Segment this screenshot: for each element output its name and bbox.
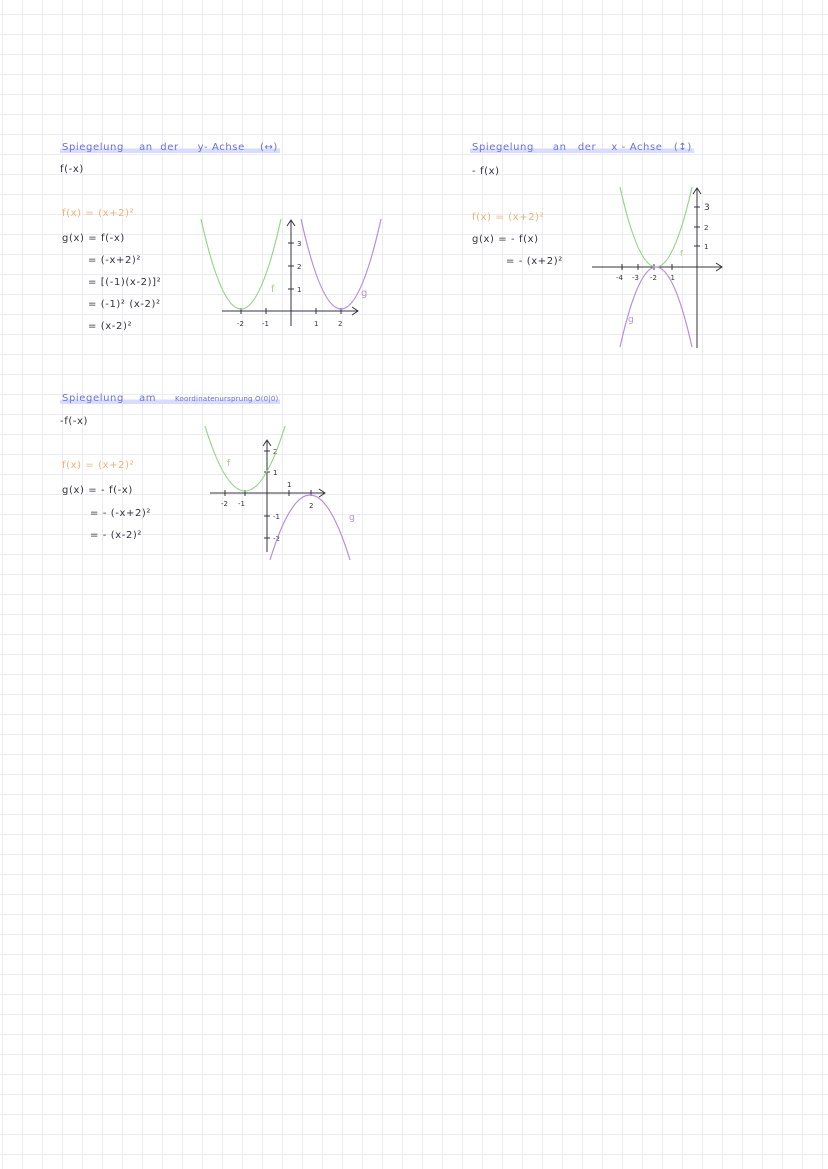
graph-x-reflection: [592, 182, 726, 352]
y-tick-label: 2: [273, 448, 278, 456]
derivation-step: = - (-x+2)²: [90, 508, 152, 519]
function-g-definition: g(x) = - f(x): [472, 234, 539, 245]
x-tick-label: -2: [237, 320, 244, 328]
x-tick-label: 1: [314, 320, 319, 328]
graph-origin-reflection: [205, 424, 365, 566]
title-word: der: [160, 142, 179, 153]
graph-y-reflection: [196, 214, 386, 334]
y-tick-label: 1: [273, 469, 278, 477]
title-arrow: (↔): [259, 142, 278, 153]
x-tick-label: 2: [338, 320, 343, 328]
f-curve-label: f: [680, 249, 683, 258]
x-tick-label: -2: [650, 274, 657, 282]
derivation-step: = (-x+2)²: [88, 255, 142, 266]
y-tick-label: 3: [297, 240, 302, 248]
g-curve-label: g: [361, 288, 368, 299]
derivation-step: = (-1)² (x-2)²: [88, 299, 161, 310]
derivation-step: = - (x-2)²: [90, 530, 143, 541]
title-word: der: [577, 142, 597, 153]
section-y-subtitle: f(-x): [60, 164, 84, 175]
title-word: Spiegelung: [472, 142, 534, 153]
title-word: an: [139, 142, 153, 153]
function-f-definition: f(x) = (x+2)²: [472, 212, 545, 223]
f-curve-label: f: [227, 459, 231, 469]
y-tick-label: 2: [704, 224, 709, 232]
x-tick-label: -3: [632, 274, 639, 282]
f-curve: [201, 219, 281, 309]
x-tick-label: -1: [262, 320, 269, 328]
section-x-subtitle: - f(x): [472, 166, 500, 177]
x-tick-label: 1: [287, 481, 292, 489]
f-curve-label: f: [271, 284, 275, 295]
title-word: Koordinatenursprung O(0|0): [175, 395, 279, 403]
x-tick-label: -1: [668, 274, 675, 282]
derivation-step: = (x-2)²: [88, 321, 133, 332]
f-curve: [205, 426, 285, 491]
section-origin-title: [60, 393, 280, 405]
derivation-step: = [(-1)(x-2)]²: [88, 277, 162, 288]
y-tick-label: -1: [273, 513, 280, 521]
title-word: an: [552, 142, 567, 153]
section-x-title: [470, 142, 694, 154]
y-tick-label: 3: [704, 203, 710, 213]
g-curve-label: g: [628, 315, 634, 325]
y-tick-label: 2: [297, 263, 302, 271]
derivation-step: = - (x+2)²: [506, 256, 563, 267]
function-g-definition: g(x) = - f(-x): [62, 485, 133, 496]
title-word: x - Achse: [611, 142, 663, 153]
title-word: Spiegelung: [62, 142, 124, 153]
y-tick-label: 1: [704, 243, 709, 251]
function-f-definition: f(x) = (x+2)²: [62, 208, 135, 219]
y-tick-label: 1: [297, 286, 302, 294]
title-word: y- Achse: [197, 142, 245, 153]
section-y-title: [60, 142, 280, 154]
function-f-definition: f(x) = (x+2)²: [62, 460, 135, 471]
x-tick-label: -1: [238, 500, 245, 508]
title-word: am: [139, 393, 157, 404]
x-tick-label: -4: [616, 274, 623, 282]
y-tick-label: -2: [273, 535, 280, 543]
g-curve-label: g: [349, 513, 355, 523]
section-origin-subtitle: -f(-x): [60, 416, 89, 427]
x-tick-label: -2: [221, 500, 228, 508]
title-arrow: (↕): [673, 142, 692, 153]
title-word: Spiegelung: [62, 393, 124, 404]
g-curve: [301, 219, 381, 309]
x-tick-label: 2: [309, 502, 314, 510]
function-g-definition: g(x) = f(-x): [62, 233, 125, 244]
